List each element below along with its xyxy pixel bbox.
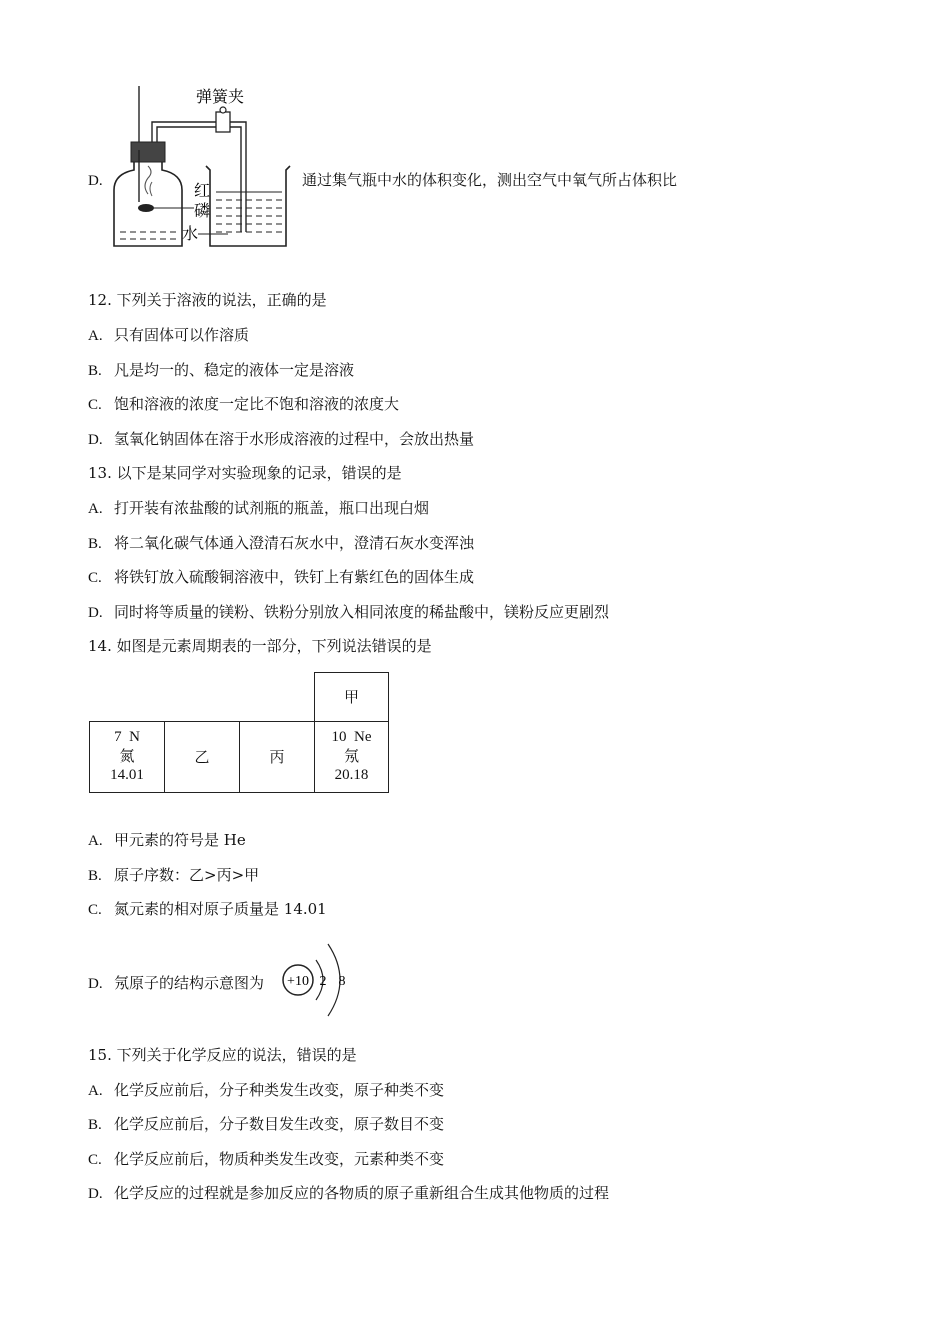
nitrogen-symbol: N [129, 729, 140, 745]
nitrogen-name: 氮 [119, 747, 135, 765]
option-text: 打开装有浓盐酸的试剂瓶的瓶盖，瓶口出现白烟 [114, 499, 430, 517]
neon-number-symbol [315, 728, 388, 747]
q15-option-a [88, 1080, 444, 1101]
q14-option-c [88, 899, 327, 920]
phosphorus-spoon-icon [138, 204, 154, 212]
cell-neon [314, 721, 389, 793]
neon-symbol: Ne [354, 729, 372, 745]
q12-option-c [88, 394, 399, 415]
cell-nitrogen [89, 721, 165, 793]
q15-option-c [88, 1149, 444, 1170]
option-letter: C. [88, 1152, 102, 1168]
option-text: 甲元素的符号是 He [114, 831, 246, 849]
option-letter: A. [88, 1083, 103, 1099]
option-text: 化学反应前后，分子数目发生改变，原子数目不变 [114, 1115, 445, 1133]
spring-clip-icon [216, 112, 230, 132]
option-text: 原子序数：乙>丙>甲 [114, 866, 260, 884]
water-label: 水 [182, 224, 199, 243]
option-text: 同时将等质量的镁粉、铁粉分别放入相同浓度的稀盐酸中，镁粉反应更剧烈 [114, 603, 610, 621]
option-text: 凡是均一的、稳定的液体一定是溶液 [114, 361, 355, 379]
option-letter: A. [88, 328, 103, 344]
option-text: 将铁钉放入硫酸铜溶液中，铁钉上有紫红色的固体生成 [114, 568, 475, 586]
q15-stem: 15. 下列关于化学反应的说法，错误的是 [88, 1046, 357, 1064]
option-letter: A. [88, 501, 103, 517]
option-letter: A. [88, 833, 103, 849]
option-text: 化学反应前后，分子种类发生改变，原子种类不变 [114, 1081, 445, 1099]
q13-option-d [88, 602, 609, 623]
q12-option-a [88, 325, 249, 346]
option-text: 只有固体可以作溶质 [114, 326, 250, 344]
bottle-stopper [131, 142, 165, 162]
q15-option-b [88, 1114, 444, 1135]
option-text: 将二氧化碳气体通入澄清石灰水中，澄清石灰水变浑浊 [114, 534, 475, 552]
q14-stem: 14. 如图是元素周期表的一部分，下列说法错误的是 [88, 637, 432, 655]
option-text: 氮元素的相对原子质量是 14.01 [114, 900, 327, 918]
option-text: 饱和溶液的浓度一定比不饱和溶液的浓度大 [114, 395, 400, 413]
cell-yi [164, 721, 240, 793]
q13-option-a [88, 498, 429, 519]
option-letter: C. [88, 570, 102, 586]
shell-2-electrons: 8 [338, 974, 346, 989]
neon-mass: 20.18 [334, 767, 369, 783]
option-letter: B. [88, 1117, 102, 1133]
clip-label: 弹簧夹 [196, 87, 245, 106]
option-letter: B. [88, 536, 102, 552]
q11-option-d-text: 通过集气瓶中水的体积变化，测出空气中氧气所占体积比 [302, 171, 678, 189]
option-letter: B. [88, 868, 102, 884]
nitrogen-number-symbol [90, 728, 164, 747]
option-letter: D. [88, 605, 103, 621]
q12-stem: 12. 下列关于溶液的说法，正确的是 [88, 291, 327, 309]
option-text: 氖原子的结构示意图为 [114, 974, 265, 992]
option-letter: D. [88, 976, 103, 992]
option-text: 化学反应的过程就是参加反应的各物质的原子重新组合生成其他物质的过程 [114, 1184, 610, 1202]
option-text: 化学反应前后，物质种类发生改变，元素种类不变 [114, 1150, 445, 1168]
cell-bing-label: 丙 [269, 748, 285, 766]
neon-number: 10 [331, 729, 347, 745]
nitrogen-number: 7 [114, 729, 122, 745]
option-text: 氢氧化钠固体在溶于水形成溶液的过程中，会放出热量 [114, 430, 475, 448]
red-phosphorus-apparatus-figure [108, 82, 298, 252]
q14-option-a [88, 830, 246, 851]
cell-jia [314, 672, 389, 722]
neon-atom-structure-diagram [278, 934, 358, 1020]
nucleus-charge: +10 [287, 974, 309, 989]
neon-name: 氖 [343, 747, 359, 765]
option-letter: D. [88, 1186, 103, 1202]
q13-option-c [88, 567, 474, 588]
q13-stem: 13. 以下是某同学对实验现象的记录，错误的是 [88, 464, 402, 482]
nitrogen-mass: 14.01 [110, 767, 144, 783]
q14-option-b [88, 865, 259, 886]
q14-option-d [88, 973, 264, 994]
phosphorus-label-2: 磷 [194, 201, 211, 220]
q12-option-d [88, 429, 474, 450]
q13-option-b [88, 533, 474, 554]
phosphorus-label-1: 红 [194, 181, 211, 200]
option-letter: C. [88, 902, 102, 918]
q12-option-b [88, 360, 354, 381]
q15-option-d [88, 1183, 609, 1204]
option-letter: D. [88, 173, 103, 189]
gas-collecting-bottle [114, 162, 182, 246]
cell-bing [239, 721, 315, 793]
option-letter: D. [88, 432, 103, 448]
cell-jia-label: 甲 [343, 688, 359, 706]
option-letter: C. [88, 397, 102, 413]
shell-1-electrons: 2 [319, 974, 327, 989]
cell-yi-label: 乙 [194, 748, 210, 766]
option-letter: B. [88, 363, 102, 379]
